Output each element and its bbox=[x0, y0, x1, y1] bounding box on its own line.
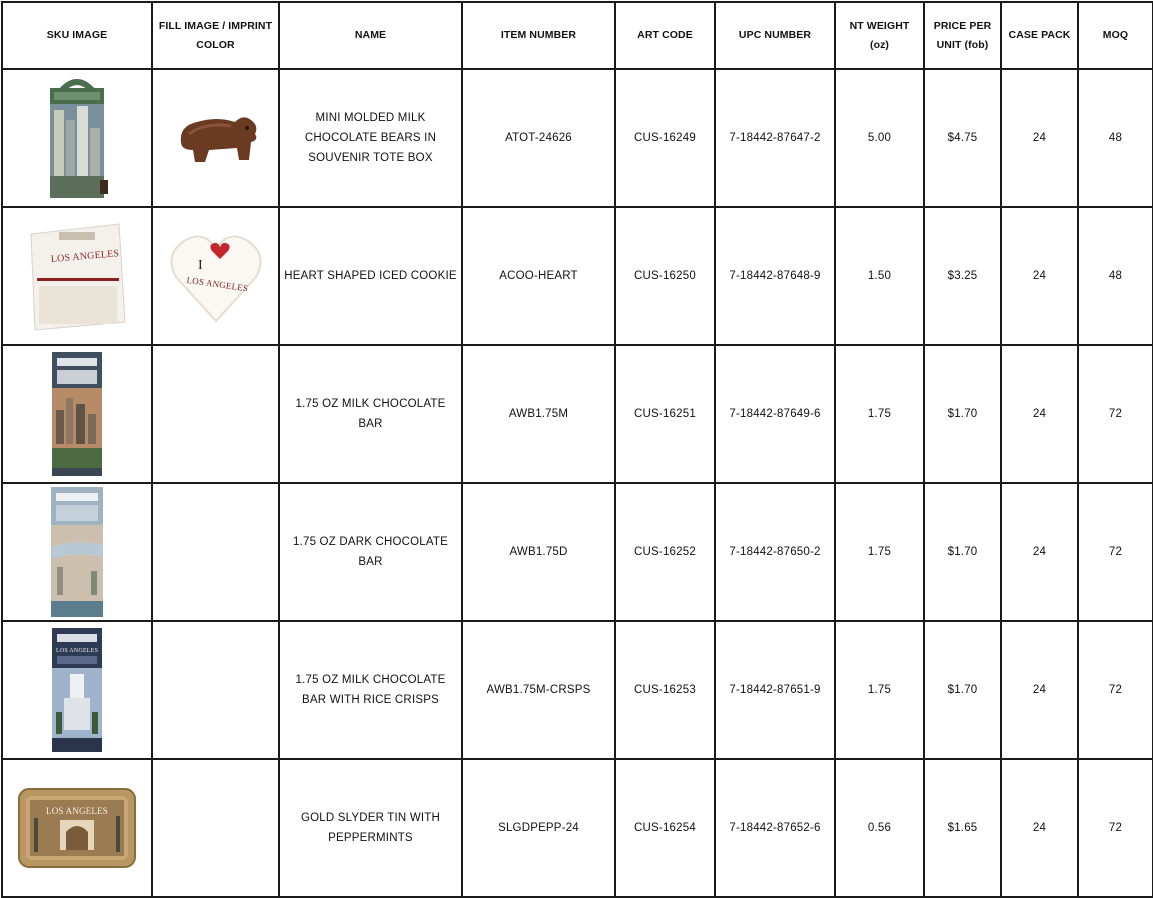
net-weight-header: NT WEIGHT (oz) bbox=[835, 2, 924, 69]
product-name: GOLD SLYDER TIN WITH PEPPERMINTS bbox=[300, 812, 441, 844]
cookie-i-letter: I bbox=[197, 258, 203, 273]
item-number-cell: ACOO-HEART bbox=[462, 207, 615, 345]
moq-cell: 72 bbox=[1078, 621, 1153, 759]
table-row bbox=[2, 483, 1153, 621]
sku-image-cell bbox=[2, 345, 152, 483]
fill-image-cell bbox=[152, 759, 279, 897]
net-weight-cell: 1.75 bbox=[835, 345, 924, 483]
case-pack-cell: 24 bbox=[1001, 69, 1078, 207]
name-cell bbox=[279, 621, 462, 759]
net-weight-cell: 1.75 bbox=[835, 621, 924, 759]
net-weight-cell: 1.50 bbox=[835, 207, 924, 345]
table-row bbox=[2, 759, 1153, 897]
header-row bbox=[2, 2, 1153, 69]
name-cell bbox=[279, 759, 462, 897]
fill-image-cell bbox=[152, 345, 279, 483]
milk-chocolate-bar-icon bbox=[52, 352, 102, 476]
case-pack-cell: 24 bbox=[1001, 207, 1078, 345]
bar-logo-text: LOS ANGELES bbox=[55, 648, 99, 654]
upc-number-header: UPC NUMBER bbox=[715, 2, 835, 69]
sku-image-cell bbox=[2, 69, 152, 207]
fill-image-header: FILL IMAGE / IMPRINT COLOR bbox=[152, 2, 279, 69]
product-name: 1.75 OZ MILK CHOCOLATE BAR bbox=[295, 398, 446, 430]
item-number-cell: SLGDPEPP-24 bbox=[462, 759, 615, 897]
cookie-package-icon bbox=[25, 220, 129, 332]
table-row bbox=[2, 207, 1153, 345]
upc-number-cell: 7-18442-87651-9 bbox=[715, 621, 835, 759]
net-weight-cell: 5.00 bbox=[835, 69, 924, 207]
item-number-header: ITEM NUMBER bbox=[462, 2, 615, 69]
sku-image-cell bbox=[2, 483, 152, 621]
dark-chocolate-bar-icon bbox=[51, 487, 103, 617]
product-table bbox=[1, 1, 1153, 898]
tin-logo-text: LOS ANGELES bbox=[46, 806, 108, 816]
art-code-cell: CUS-16253 bbox=[615, 621, 715, 759]
sku-image-cell bbox=[2, 759, 152, 897]
fill-image-cell bbox=[152, 621, 279, 759]
fill-image-cell bbox=[152, 207, 279, 345]
product-name: 1.75 OZ DARK CHOCOLATE BAR bbox=[292, 536, 448, 568]
case-pack-cell: 24 bbox=[1001, 621, 1078, 759]
price-per-unit-cell: $3.25 bbox=[924, 207, 1001, 345]
souvenir-tote-box-icon bbox=[40, 76, 114, 200]
name-cell bbox=[279, 207, 462, 345]
package-logo-text: LOS ANGELES bbox=[50, 248, 120, 266]
art-code-cell: CUS-16251 bbox=[615, 345, 715, 483]
chocolate-bear-icon bbox=[171, 108, 261, 168]
upc-number-cell: 7-18442-87648-9 bbox=[715, 207, 835, 345]
case-pack-cell: 24 bbox=[1001, 483, 1078, 621]
item-number-cell: AWB1.75M bbox=[462, 345, 615, 483]
table-row bbox=[2, 345, 1153, 483]
art-code-header: ART CODE bbox=[615, 2, 715, 69]
art-code-cell: CUS-16254 bbox=[615, 759, 715, 897]
moq-cell: 72 bbox=[1078, 345, 1153, 483]
table-row bbox=[2, 69, 1153, 207]
price-per-unit-cell: $1.70 bbox=[924, 483, 1001, 621]
moq-cell: 72 bbox=[1078, 483, 1153, 621]
table-row bbox=[2, 621, 1153, 759]
upc-number-cell: 7-18442-87650-2 bbox=[715, 483, 835, 621]
net-weight-cell: 0.56 bbox=[835, 759, 924, 897]
item-number-cell: AWB1.75M-CRSPS bbox=[462, 621, 615, 759]
product-name: MINI MOLDED MILK CHOCOLATE BEARS IN SOUVENIR TOTE BOX bbox=[304, 112, 437, 164]
fill-image-cell bbox=[152, 483, 279, 621]
case-pack-header: CASE PACK bbox=[1001, 2, 1078, 69]
moq-cell: 48 bbox=[1078, 69, 1153, 207]
sku-image-cell bbox=[2, 207, 152, 345]
heart-cookie-icon bbox=[168, 225, 264, 327]
moq-cell: 72 bbox=[1078, 759, 1153, 897]
item-number-cell: AWB1.75D bbox=[462, 483, 615, 621]
name-cell bbox=[279, 69, 462, 207]
rice-crisps-bar-icon bbox=[52, 628, 102, 752]
net-weight-cell: 1.75 bbox=[835, 483, 924, 621]
art-code-cell: CUS-16252 bbox=[615, 483, 715, 621]
product-name: 1.75 OZ MILK CHOCOLATE BAR WITH RICE CRISPS bbox=[295, 674, 446, 706]
upc-number-cell: 7-18442-87647-2 bbox=[715, 69, 835, 207]
name-cell bbox=[279, 483, 462, 621]
art-code-cell: CUS-16249 bbox=[615, 69, 715, 207]
price-per-unit-header: PRICE PER UNIT (fob) bbox=[924, 2, 1001, 69]
price-per-unit-cell: $1.65 bbox=[924, 759, 1001, 897]
case-pack-cell: 24 bbox=[1001, 345, 1078, 483]
price-per-unit-cell: $1.70 bbox=[924, 621, 1001, 759]
name-header: NAME bbox=[279, 2, 462, 69]
item-number-cell: ATOT-24626 bbox=[462, 69, 615, 207]
art-code-cell: CUS-16250 bbox=[615, 207, 715, 345]
moq-cell: 48 bbox=[1078, 207, 1153, 345]
price-per-unit-cell: $1.70 bbox=[924, 345, 1001, 483]
price-per-unit-cell: $4.75 bbox=[924, 69, 1001, 207]
name-cell bbox=[279, 345, 462, 483]
upc-number-cell: 7-18442-87649-6 bbox=[715, 345, 835, 483]
moq-header: MOQ bbox=[1078, 2, 1153, 69]
sku-image-header: SKU IMAGE bbox=[2, 2, 152, 69]
upc-number-cell: 7-18442-87652-6 bbox=[715, 759, 835, 897]
fill-image-cell bbox=[152, 69, 279, 207]
case-pack-cell: 24 bbox=[1001, 759, 1078, 897]
cookie-city-text: LOS ANGELES bbox=[185, 274, 249, 294]
peppermint-tin-icon bbox=[18, 788, 136, 868]
product-name: HEART SHAPED ICED COOKIE bbox=[284, 270, 457, 282]
sku-image-cell bbox=[2, 621, 152, 759]
